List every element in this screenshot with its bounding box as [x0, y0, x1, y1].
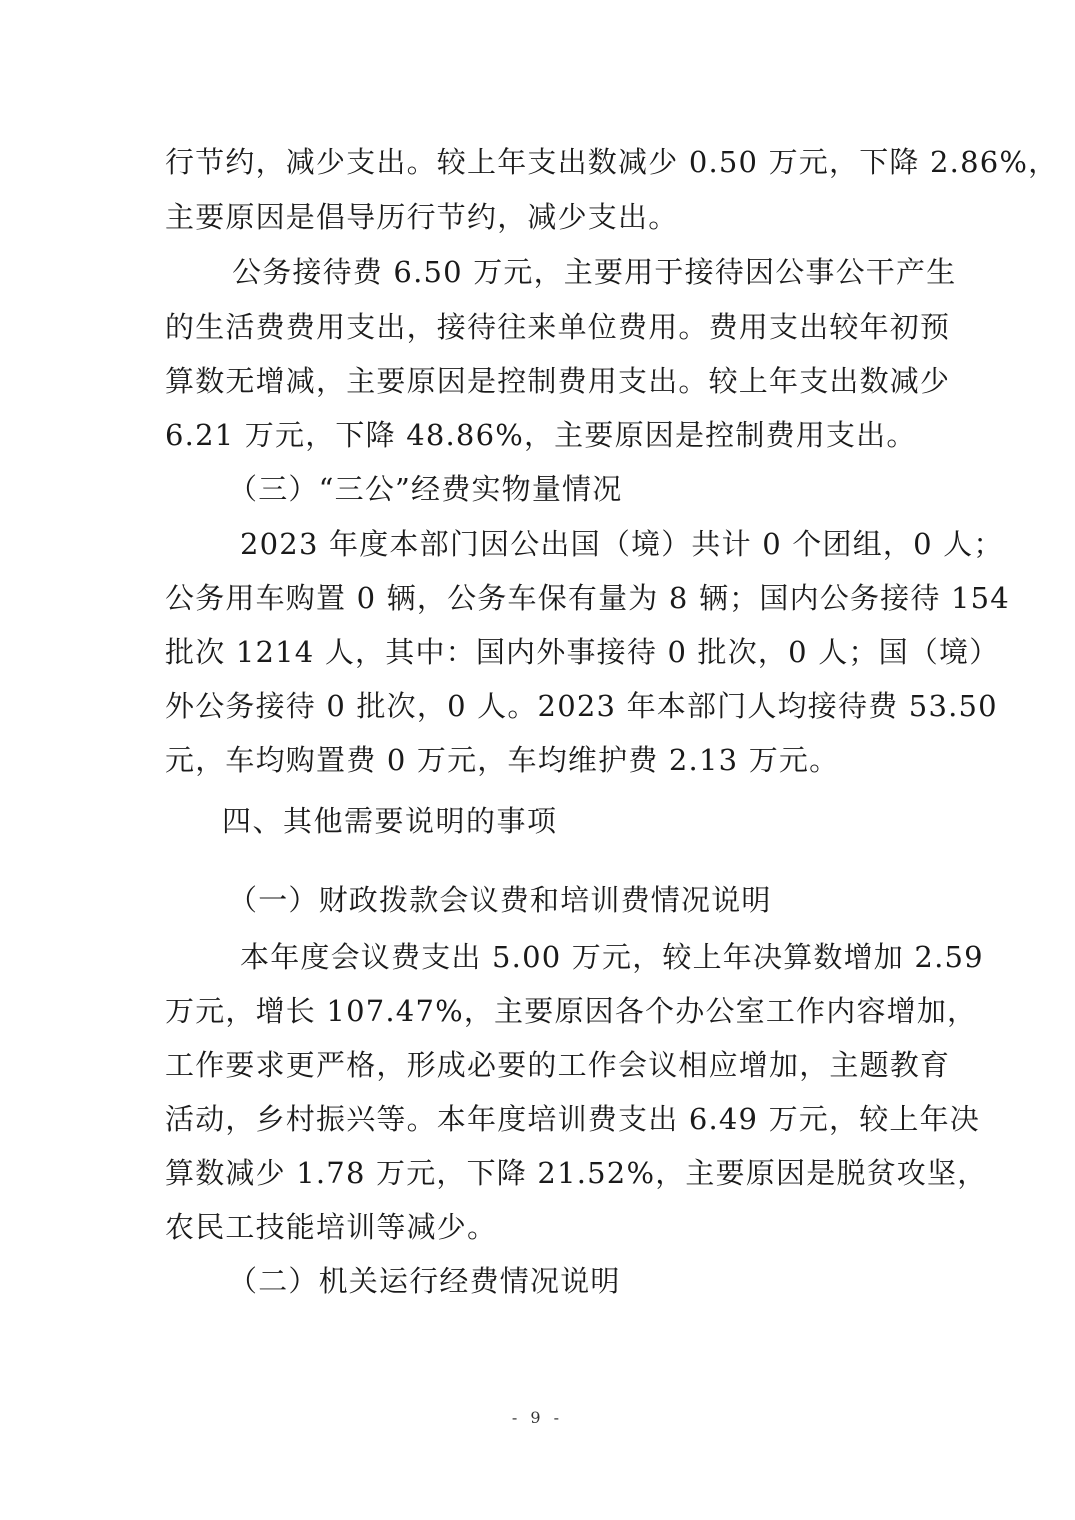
paragraph-line: 公务接待费 6.50 万元，主要用于接待因公事公干产生 — [232, 255, 957, 289]
paragraph-line: 的生活费费用支出，接待往来单位费用。费用支出较年初预 — [165, 310, 951, 344]
paragraph-line: 算数无增减，主要原因是控制费用支出。较上年支出数减少 — [165, 364, 951, 398]
paragraph-line: 农民工技能培训等减少。 — [165, 1210, 498, 1244]
paragraph-line: 本年度会议费支出 5.00 万元，较上年决算数增加 2.59 — [240, 940, 984, 974]
section-subheading: （二）机关运行经费情况说明 — [228, 1264, 621, 1298]
paragraph-line: 行节约，减少支出。较上年支出数减少 0.50 万元，下降 2.86%， — [165, 145, 1059, 179]
paragraph-line: 批次 1214 人，其中：国内外事接待 0 批次，0 人；国（境） — [165, 635, 1000, 669]
section-heading: 四、其他需要说明的事项 — [222, 804, 558, 838]
paragraph-line: 活动，乡村振兴等。本年度培训费支出 6.49 万元，较上年决 — [165, 1102, 981, 1136]
paragraph-line: 万元，增长 107.47%，主要原因各个办公室工作内容增加， — [165, 994, 978, 1028]
paragraph-line: 公务用车购置 0 辆，公务车保有量为 8 辆；国内公务接待 154 — [165, 581, 1010, 615]
section-subheading: （三）“三公”经费实物量情况 — [228, 472, 623, 506]
section-subheading: （一）财政拨款会议费和培训费情况说明 — [228, 883, 772, 917]
paragraph-line: 主要原因是倡导历行节约，减少支出。 — [165, 200, 679, 234]
paragraph-line: 6.21 万元，下降 48.86%，主要原因是控制费用支出。 — [165, 418, 917, 452]
paragraph-line: 2023 年度本部门因公出国（境）共计 0 个团组，0 人； — [240, 527, 1004, 561]
page-number: - 9 - — [511, 1408, 564, 1427]
paragraph-line: 元，车均购置费 0 万元，车均维护费 2.13 万元。 — [165, 743, 840, 777]
paragraph-line: 外公务接待 0 批次，0 人。2023 年本部门人均接待费 53.50 — [165, 689, 998, 723]
paragraph-line: 工作要求更严格，形成必要的工作会议相应增加，主题教育 — [165, 1048, 951, 1082]
paragraph-line: 算数减少 1.78 万元，下降 21.52%，主要原因是脱贫攻坚， — [165, 1156, 988, 1190]
